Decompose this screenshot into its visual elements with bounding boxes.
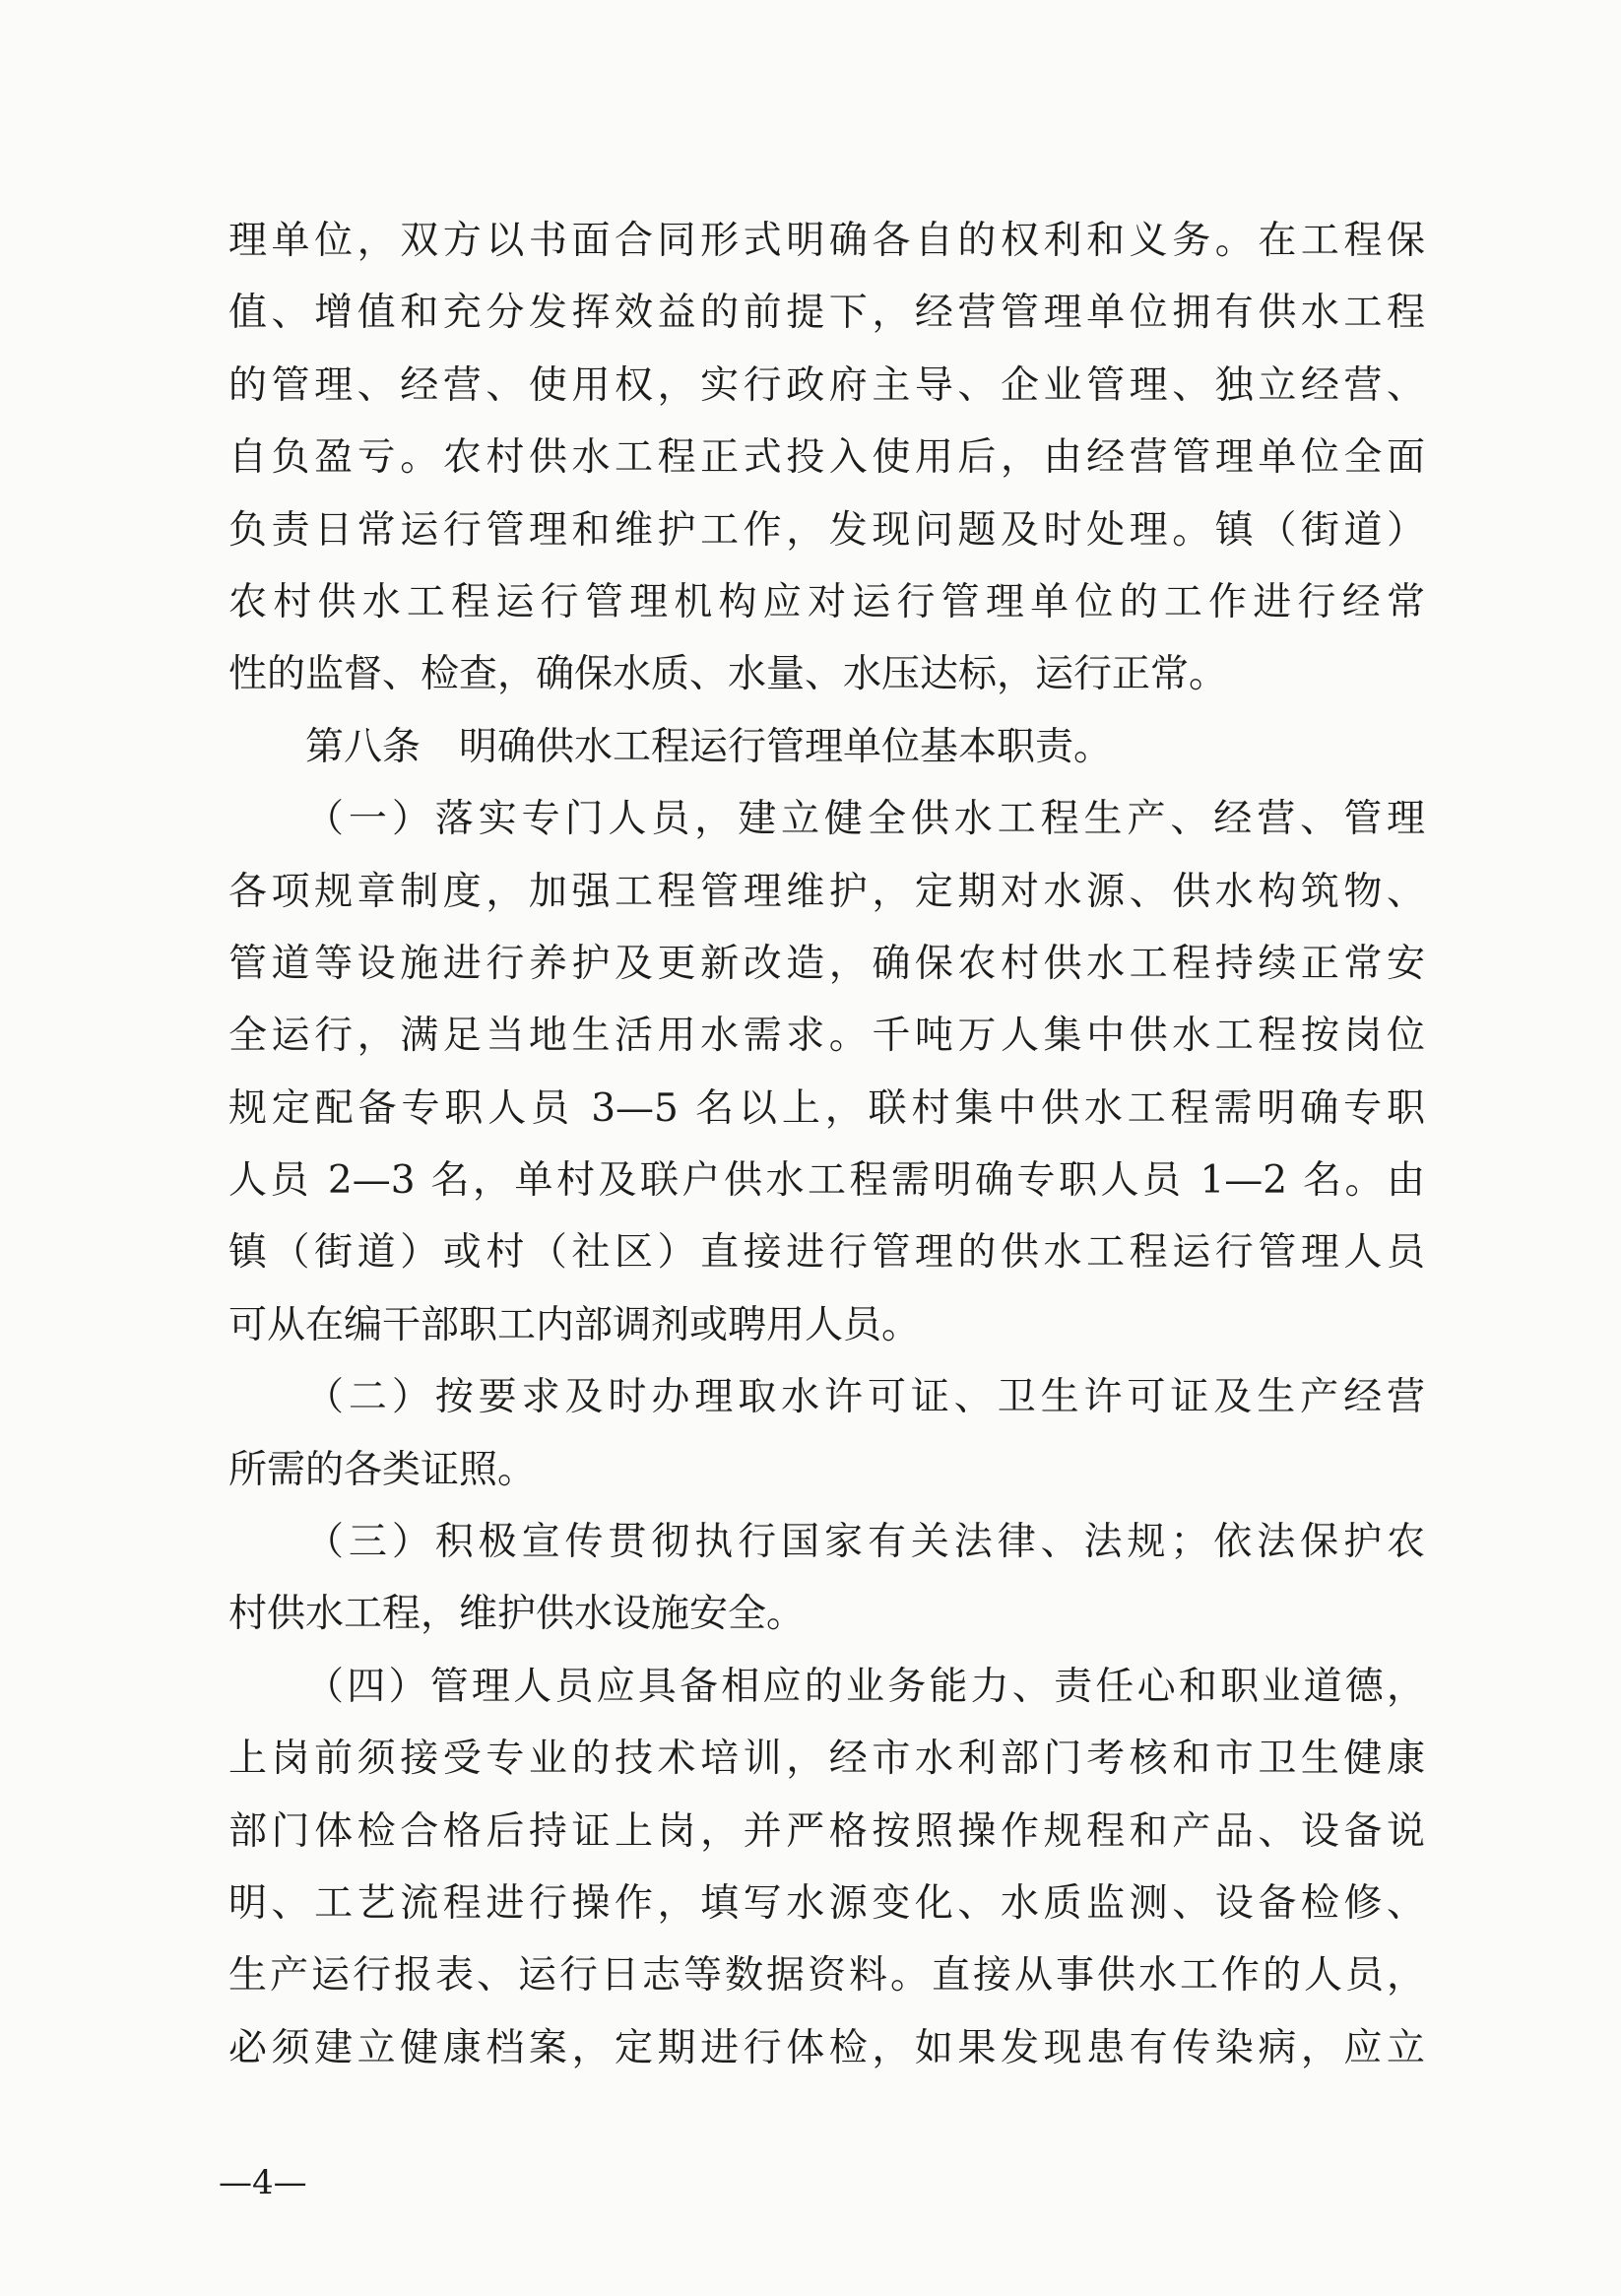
text-line: 上岗前须接受专业的技术培训，经市水利部门考核和市卫生健康 [228, 1737, 1425, 1782]
text-line: 生产运行报表、运行日志等数据资料。直接从事供水工作的人员， [228, 1953, 1425, 1999]
text-line: 所需的各类证照。 [228, 1447, 537, 1492]
text-line: 部门体检合格后持证上岗，并严格按照操作规程和产品、设备说 [228, 1808, 1425, 1854]
text-line: 必须建立健康档案，定期进行体检，如果发现患有传染病，应立 [228, 2025, 1425, 2070]
text-line: 明、工艺流程进行操作，填写水源变化、水质监测、设备检修、 [228, 1880, 1425, 1926]
text-line: 负责日常运行管理和维护工作，发现问题及时处理。镇（街道） [228, 507, 1425, 553]
text-line: （三）积极宣传贯彻执行国家有关法律、法规；依法保护农 [305, 1520, 1425, 1565]
text-line: 的管理、经营、使用权，实行政府主导、企业管理、独立经营、 [228, 362, 1425, 408]
text-line: 镇（街道）或村（社区）直接进行管理的供水工程运行管理人员 [228, 1230, 1425, 1276]
text-line: 村供水工程，维护供水设施安全。 [228, 1592, 806, 1637]
text-line: 理单位，双方以书面合同形式明确各自的权利和义务。在工程保 [228, 219, 1425, 263]
text-line: （一）落实专门人员，建立健全供水工程生产、经营、管理 [305, 797, 1425, 842]
article-heading: 第八条 明确供水工程运行管理单位基本职责。 [305, 724, 1113, 769]
text-line: 性的监督、检查，确保水质、水量、水压达标，运行正常。 [228, 652, 1228, 697]
text-line: 各项规章制度，加强工程管理维护，定期对水源、供水构筑物、 [228, 869, 1425, 914]
text-line: （四）管理人员应具备相应的业务能力、责任心和职业道德， [305, 1664, 1425, 1709]
text-line: 人员 2—3 名，单村及联户供水工程需明确专职人员 1—2 名。由 [228, 1158, 1425, 1204]
text-line: 自负盈亏。农村供水工程正式投入使用后，由经营管理单位全面 [228, 435, 1425, 481]
text-line: 农村供水工程运行管理机构应对运行管理单位的工作进行经常 [228, 579, 1425, 624]
text-line: 值、增值和充分发挥效益的前提下，经营管理单位拥有供水工程 [228, 291, 1425, 336]
text-line: 全运行，满足当地生活用水需求。千吨万人集中供水工程按岗位 [228, 1014, 1425, 1059]
text-line: （二）按要求及时办理取水许可证、卫生许可证及生产经营 [305, 1375, 1425, 1420]
text-line: 可从在编干部职工内部调剂或聘用人员。 [228, 1302, 921, 1347]
page-number: —4— [219, 2163, 307, 2202]
body-text [228, 205, 1425, 2084]
text-line: 管道等设施进行养护及更新改造，确保农村供水工程持续正常安 [228, 941, 1425, 986]
text-line: 规定配备专职人员 3—5 名以上，联村集中供水工程需明确专职 [228, 1085, 1425, 1131]
